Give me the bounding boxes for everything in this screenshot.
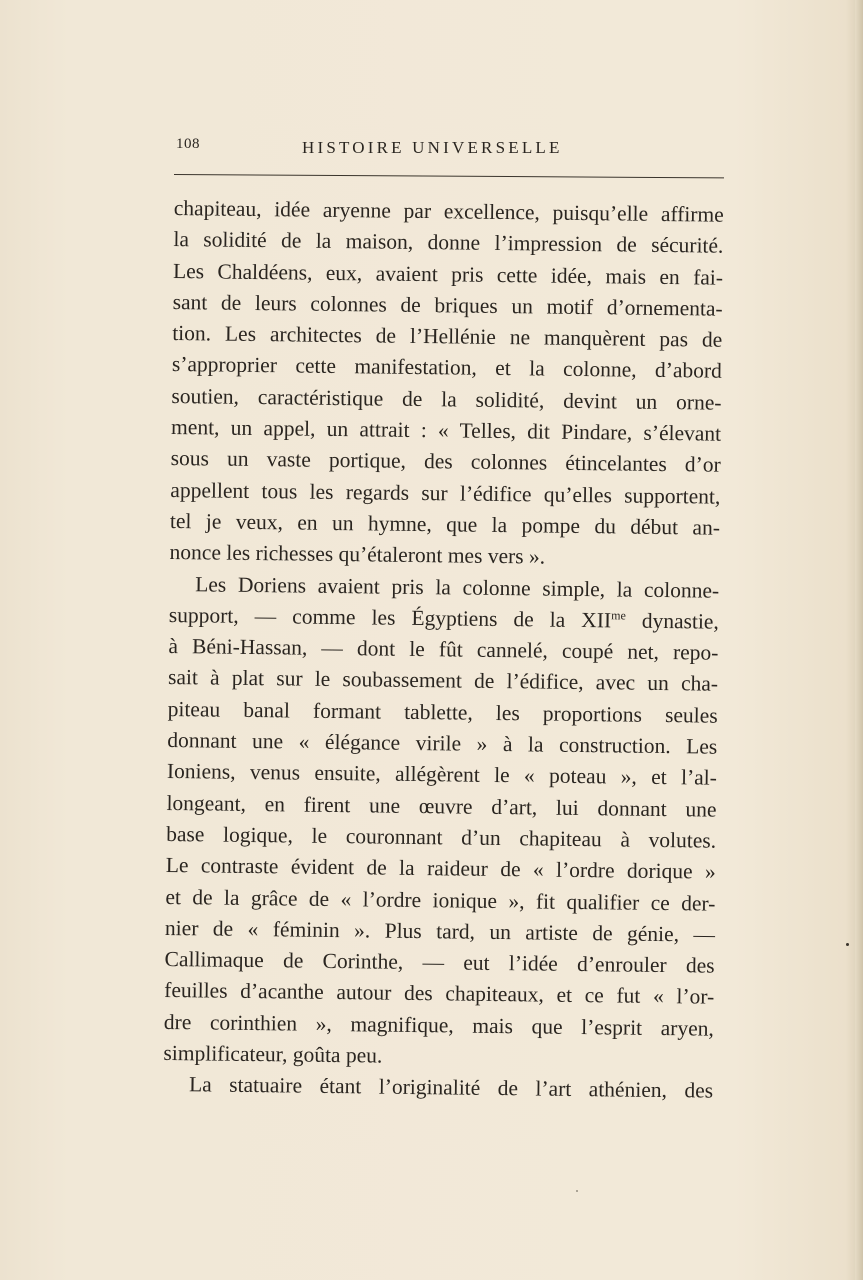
paper-speck — [576, 1190, 578, 1192]
line-text: support, — comme les Égyptiens de la XII — [168, 602, 612, 633]
line-text: dynastie, — [625, 608, 719, 634]
text-line: tion. Les architectes de l’Hellénie ne manquèrent pas de — [172, 321, 723, 352]
text-line: longeant, en firent une œuvre d’art, lui donnant une — [166, 790, 717, 822]
text-line: ment, un appel, un attrait : « Telles, dit Pindare, s’élevant — [170, 415, 722, 446]
running-title: HISTOIRE UNIVERSELLE — [302, 138, 563, 157]
body-text — [163, 193, 724, 1107]
paper-speck — [846, 943, 849, 946]
text-line: tel je veux, en un hymne, que la pompe du début an- — [169, 508, 721, 540]
paragraph-end-line: nonce les richesses qu’étaleront mes vers ». — [169, 540, 546, 569]
text-line: donnant une « élégance virile » à la construction. Les — [167, 728, 718, 759]
text-line: Le contraste évident de la raideur de « l’ordre dorique » — [165, 853, 716, 884]
text-line: à Béni-Hassan, — dont le fût cannelé, coupé net, repo- — [168, 634, 719, 665]
text-line: sant de leurs colonnes de briques un motif d’ornementa- — [172, 289, 723, 321]
text-line: s’approprier cette manifestation, et la colonne, d’abord — [171, 352, 723, 384]
text-line: piteau banal formant tablette, les proportions seules — [167, 696, 718, 728]
text-line: sait à plat sur le soubassement de l’édifice, avec un cha- — [167, 665, 719, 697]
text-line: Ioniens, venus ensuite, allégèrent le « poteau », et l’al- — [166, 759, 718, 791]
text-line: appellent tous les regards sur l’édifice qu’elles supportent, — [170, 477, 721, 509]
text-line: la solidité de la maison, donne l’impression de sécurité. — [173, 227, 724, 259]
text-line: chapiteau, idée aryenne par excellence, puisqu’elle affirme — [173, 195, 724, 227]
page-number: 108 — [176, 136, 200, 152]
text-line: soutien, caractéristique de la solidité, devint un orne- — [171, 383, 722, 415]
text-line: et de la grâce de « l’ordre ionique », fit qualifier ce der- — [165, 884, 716, 916]
text-line: feuilles d’acanthe autour des chapiteaux, et ce fut « l’or- — [164, 978, 715, 1010]
paragraph-first-line: La statuaire étant l’originalité de l’art athénien, des — [188, 1072, 714, 1103]
text-line: Callimaque de Corinthe, — eut l’idée d’enrouler des — [164, 947, 715, 978]
text-line: sous un vaste portique, des colonnes étincelantes d’or — [170, 446, 721, 478]
text-line: nier de « féminin ». Plus tard, un artiste de génie, — — [164, 915, 716, 947]
text-line: dre corinthien », magnifique, mais que l’esprit aryen, — [163, 1009, 714, 1041]
superscript-ordinal: me — [611, 608, 626, 623]
text-line: base logique, le couronnant d’un chapiteau à volutes. — [166, 821, 717, 853]
page-edge — [855, 0, 863, 1280]
paragraph-end-line: simplificateur, goûta peu. — [163, 1040, 383, 1068]
page-header — [176, 134, 724, 162]
text-line: Les Chaldéens, eux, avaient pris cette idée, mais en fai- — [172, 258, 724, 290]
paragraph-first-line: Les Doriens avaient pris la colonne simple, la colonne- — [195, 571, 720, 603]
header-rule — [174, 174, 724, 178]
